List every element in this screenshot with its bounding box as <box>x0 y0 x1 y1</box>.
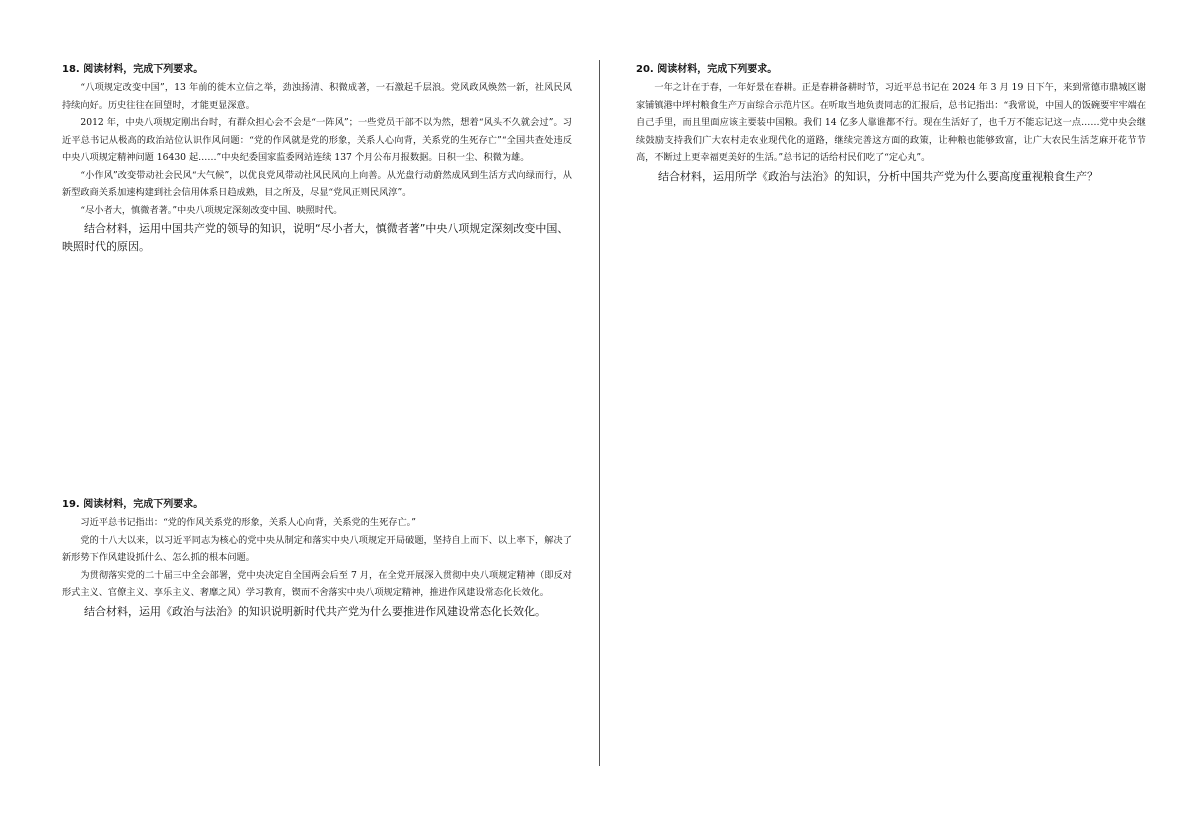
question-18-paragraph-3: “小作风”改变带动社会民风“大气候”，以优良党风带动社风民风向上向善。从光盘行动蔚然成风到生活方式向绿而行，从新型政商关系加速构建到社会信用体系日趋成熟，目之所及，尽显“党风正则民风淳”。 <box>62 169 572 198</box>
question-19-title: 19. 阅读材料，完成下列要求。 <box>62 499 204 510</box>
question-19-paragraph-2: 党的十八大以来，以习近平同志为核心的党中央从制定和落实中央八项规定开局破题，坚持自上而下、以上率下，解决了新形势下作风建设抓什么、怎么抓的根本问题。 <box>62 534 572 563</box>
question-20-paragraph-1: 一年之计在于春，一年好景在春耕。正是春耕备耕时节，习近平总书记在 2024 年 3 月 19 日下午，来到常德市鼎城区谢家铺镇港中坪村粮食生产万亩综合示范片区。在听取当地负责同志的汇报后，总书记指出：“我常说，中国人的饭碗要牢牢端在自己手里，而且里面应该主要装中国粮。我们 14 亿多人靠谁都不行。现在生活好了，也千万不能忘记这一点……党中央会继续鼓励支持我们广大农村走农业现代化的道路，继续完善这方面的政策，让种粮也能够致富，让广大农民生活芝麻开花节节高，不断过上更幸福更美好的生活。”总书记的话给村民们吃了“定心丸”。 <box>636 82 1147 163</box>
column-divider <box>599 60 600 766</box>
question-19-task: 结合材料，运用《政治与法治》的知识说明新时代共产党为什么要推进作风建设常态化长效化。 <box>84 604 546 618</box>
question-19-paragraph-1: 习近平总书记指出：“党的作风关系党的形象，关系人心向背，关系党的生死存亡。” <box>80 517 416 528</box>
question-18 <box>62 61 572 256</box>
question-19-paragraph-3: 为贯彻落实党的二十届三中全会部署，党中央决定自全国两会后至 7 月，在全党开展深入贯彻中央八项规定精神（即反对形式主义、官僚主义、享乐主义、奢靡之风）学习教育，锲而不舍落实中央八项规定精神，推进作风建设常态化长效化。 <box>62 569 572 598</box>
question-19 <box>62 496 572 621</box>
question-20-task: 结合材料，运用所学《政治与法治》的知识，分析中国共产党为什么要高度重视粮食生产？ <box>658 169 1098 183</box>
question-18-paragraph-2: 2012 年，中央八项规定刚出台时，有群众担心会不会是“一阵风”；一些党员干部不以为然，想着“风头不久就会过”。习近平总书记从极高的政治站位认识作风问题：“党的作风就是党的形象，关系人心向背，关系党的生死存亡”“全国共查处违反中央八项规定精神问题 16430 起……”中央纪委国家监委网站连续 137 个月公布月报数据。日积一尘、积微为雄。 <box>62 117 572 163</box>
question-18-title: 18. 阅读材料，完成下列要求。 <box>62 64 204 75</box>
question-20-title: 20. 阅读材料，完成下列要求。 <box>636 64 778 75</box>
question-18-task: 结合材料，运用中国共产党的领导的知识，说明“尽小者大，慎微者著”中央八项规定深刻改变中国、映照时代的原因。 <box>62 222 569 253</box>
question-18-paragraph-1: “八项规定改变中国”，13 年前的徙木立信之举，劲浊扬清、积微成著，一石激起千层浪。党风政风焕然一新，社风民风持续向好。历史往往在回望时，才能更显深意。 <box>62 82 572 111</box>
question-18-paragraph-4: “尽小者大，慎微者著。”中央八项规定深刻改变中国、映照时代。 <box>80 204 343 216</box>
question-20 <box>636 61 1146 186</box>
